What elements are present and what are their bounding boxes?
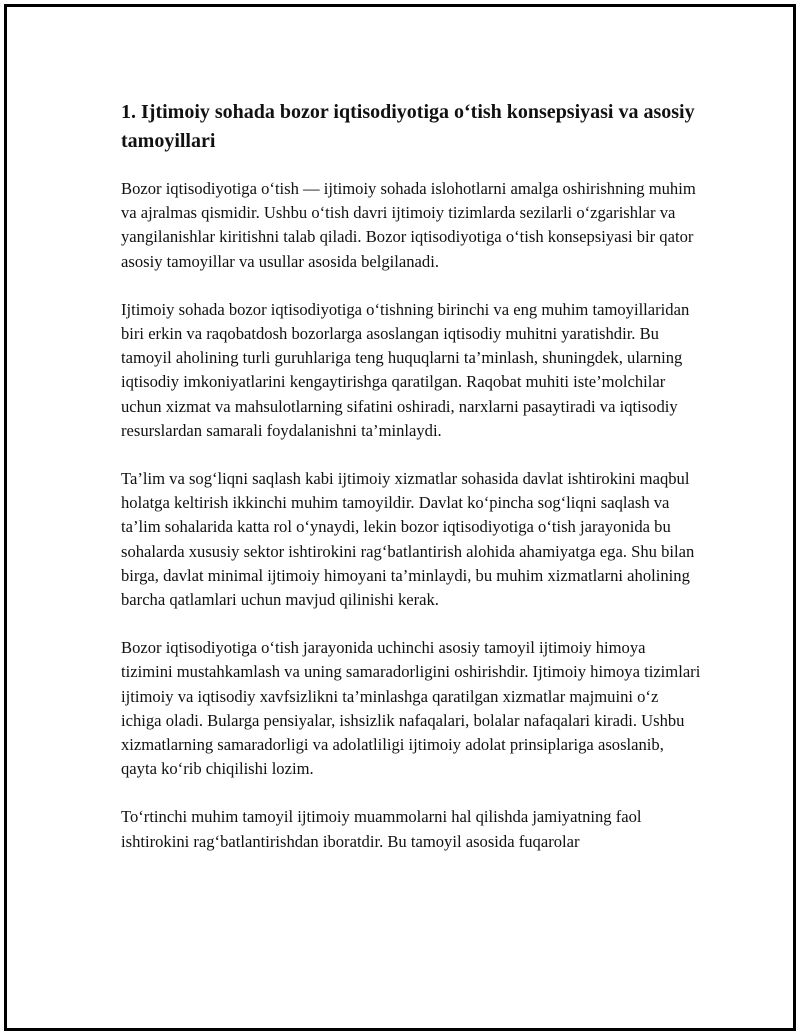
paragraph-5: To‘rtinchi muhim tamoyil ijtimoiy muammolarni hal qilishda jamiyatning faol ishtirokini rag‘batlantirishdan iboratdir. Bu tamoyil asosida fuqarolar <box>121 807 642 851</box>
paragraph-2: Ijtimoiy sohada bozor iqtisodiyotiga o‘tishning birinchi va eng muhim tamoyillaridan biri erkin va raqobatdosh bozorlarga asoslangan iqtisodiy muhitni yaratishdir. Bu tamoyil aholining turli guruhlariga teng huquqlarni ta’minlash, shuningdek, ularning iqtisodiy imkoniyatlarini kengaytirishga qaratilgan. Raqobat muhiti iste’molchilar uchun xizmat va mahsulotlarning sifatini oshiradi, narxlarni pasaytiradi va iqtisodiy resurslardan samarali foydalanishni ta’minlaydi. <box>121 299 690 440</box>
document-page <box>4 4 796 1031</box>
paragraph-3: Ta’lim va sog‘liqni saqlash kabi ijtimoiy xizmatlar sohasida davlat ishtirokini maqbul holatga keltirish ikkinchi muhim tamoyildir. Davlat ko‘pincha sog‘liqni saqlash va ta’lim sohalarida katta rol o‘ynaydi, lekin bozor iqtisodiyotiga o‘tish jarayonida bu sohalarda xususiy sektor ishtirokini rag‘batlantirish alohida ahamiyatga ega. Shu bilan birga, davlat minimal ijtimoiy himoyani ta’minlaydi, bu muhim xizmatlarni aholining barcha qatlamlari uchun mavjud qilinishi kerak. <box>121 469 695 610</box>
document-body <box>121 98 701 878</box>
paragraph-1: Bozor iqtisodiyotiga o‘tish — ijtimoiy sohada islohotlarni amalga oshirishning muhim va ajralmas qismidir. Ushbu o‘tish davri ijtimoiy tizimlarda sezilarli o‘zgarishlar va yangilanishlar kiritishni talab qiladi. Bozor iqtisodiyotiga o‘tish konsepsiyasi bir qator asosiy tamoyillar va usullar asosida belgilanadi. <box>121 179 696 271</box>
section-heading: 1. Ijtimoiy sohada bozor iqtisodiyotiga o‘tish konsepsiyasi va asosiy tamoyillari <box>121 101 695 152</box>
paragraph-4: Bozor iqtisodiyotiga o‘tish jarayonida uchinchi asosiy tamoyil ijtimoiy himoya tizimini mustahkamlash va uning samaradorligini oshirishdir. Ijtimoiy himoya tizimlari ijtimoiy va iqtisodiy xavfsizlikni ta’minlashga qaratilgan xizmatlar majmuini o‘z ichiga oladi. Bularga pensiyalar, ishsizlik nafaqalari, bolalar nafaqalari kiradi. Ushbu xizmatlarning samaradorligi va adolatliligi ijtimoiy adolat prinsiplariga asoslanib, qayta ko‘rib chiqilishi lozim. <box>121 638 701 779</box>
